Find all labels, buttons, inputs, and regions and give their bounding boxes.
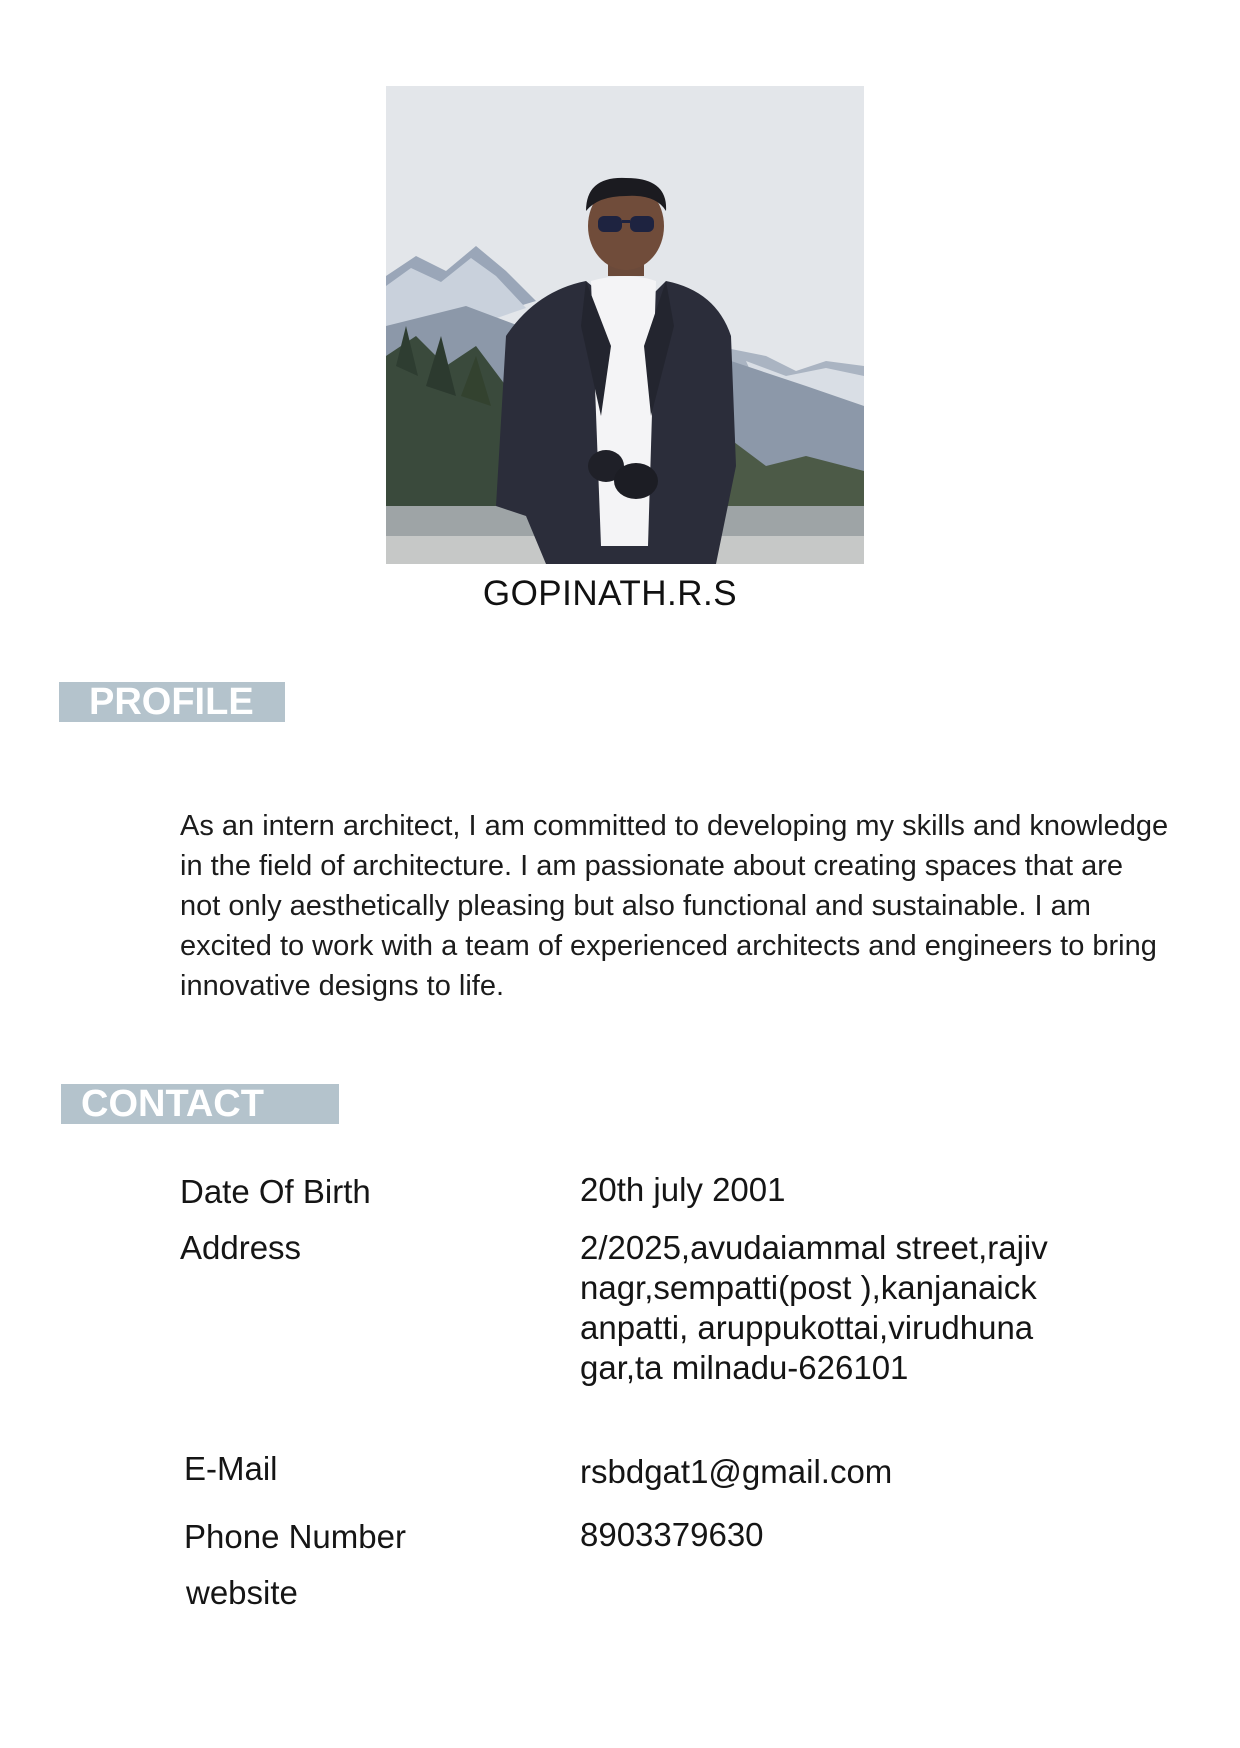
phone-value: 8903379630 [580, 1516, 764, 1553]
address-label: Address [180, 1229, 302, 1266]
website-label: website [186, 1574, 298, 1611]
person-name: GOPINATH.R.S [482, 574, 738, 613]
profile-section-header: PROFILE [59, 682, 285, 722]
profile-summary: As an intern architect, I am committed to developing my skills and knowledge in the field of architecture. I am passionate about creating spaces that are not only aesthetically pleasing but also functional and sustainable. I am excited to work with a team of experienced architects and engineers to bring innovative designs to life. [180, 810, 1169, 1002]
dob-value: 20th july 2001 [580, 1171, 786, 1208]
profile-photo-illustration [386, 86, 864, 564]
contact-section-header: CONTACT [61, 1084, 339, 1124]
email-label: E-Mail [184, 1450, 278, 1487]
email-value[interactable]: rsbdgat1@gmail.com [580, 1453, 893, 1490]
dob-label: Date Of Birth [180, 1173, 371, 1210]
profile-photo [386, 86, 864, 564]
phone-label: Phone Number [184, 1518, 406, 1555]
address-value: 2/2025,avudaiammal street,rajivnagr,sempatti(post ),kanjanaickanpatti, aruppukottai,virudhunagar,ta milnadu-626101 [580, 1229, 1048, 1386]
